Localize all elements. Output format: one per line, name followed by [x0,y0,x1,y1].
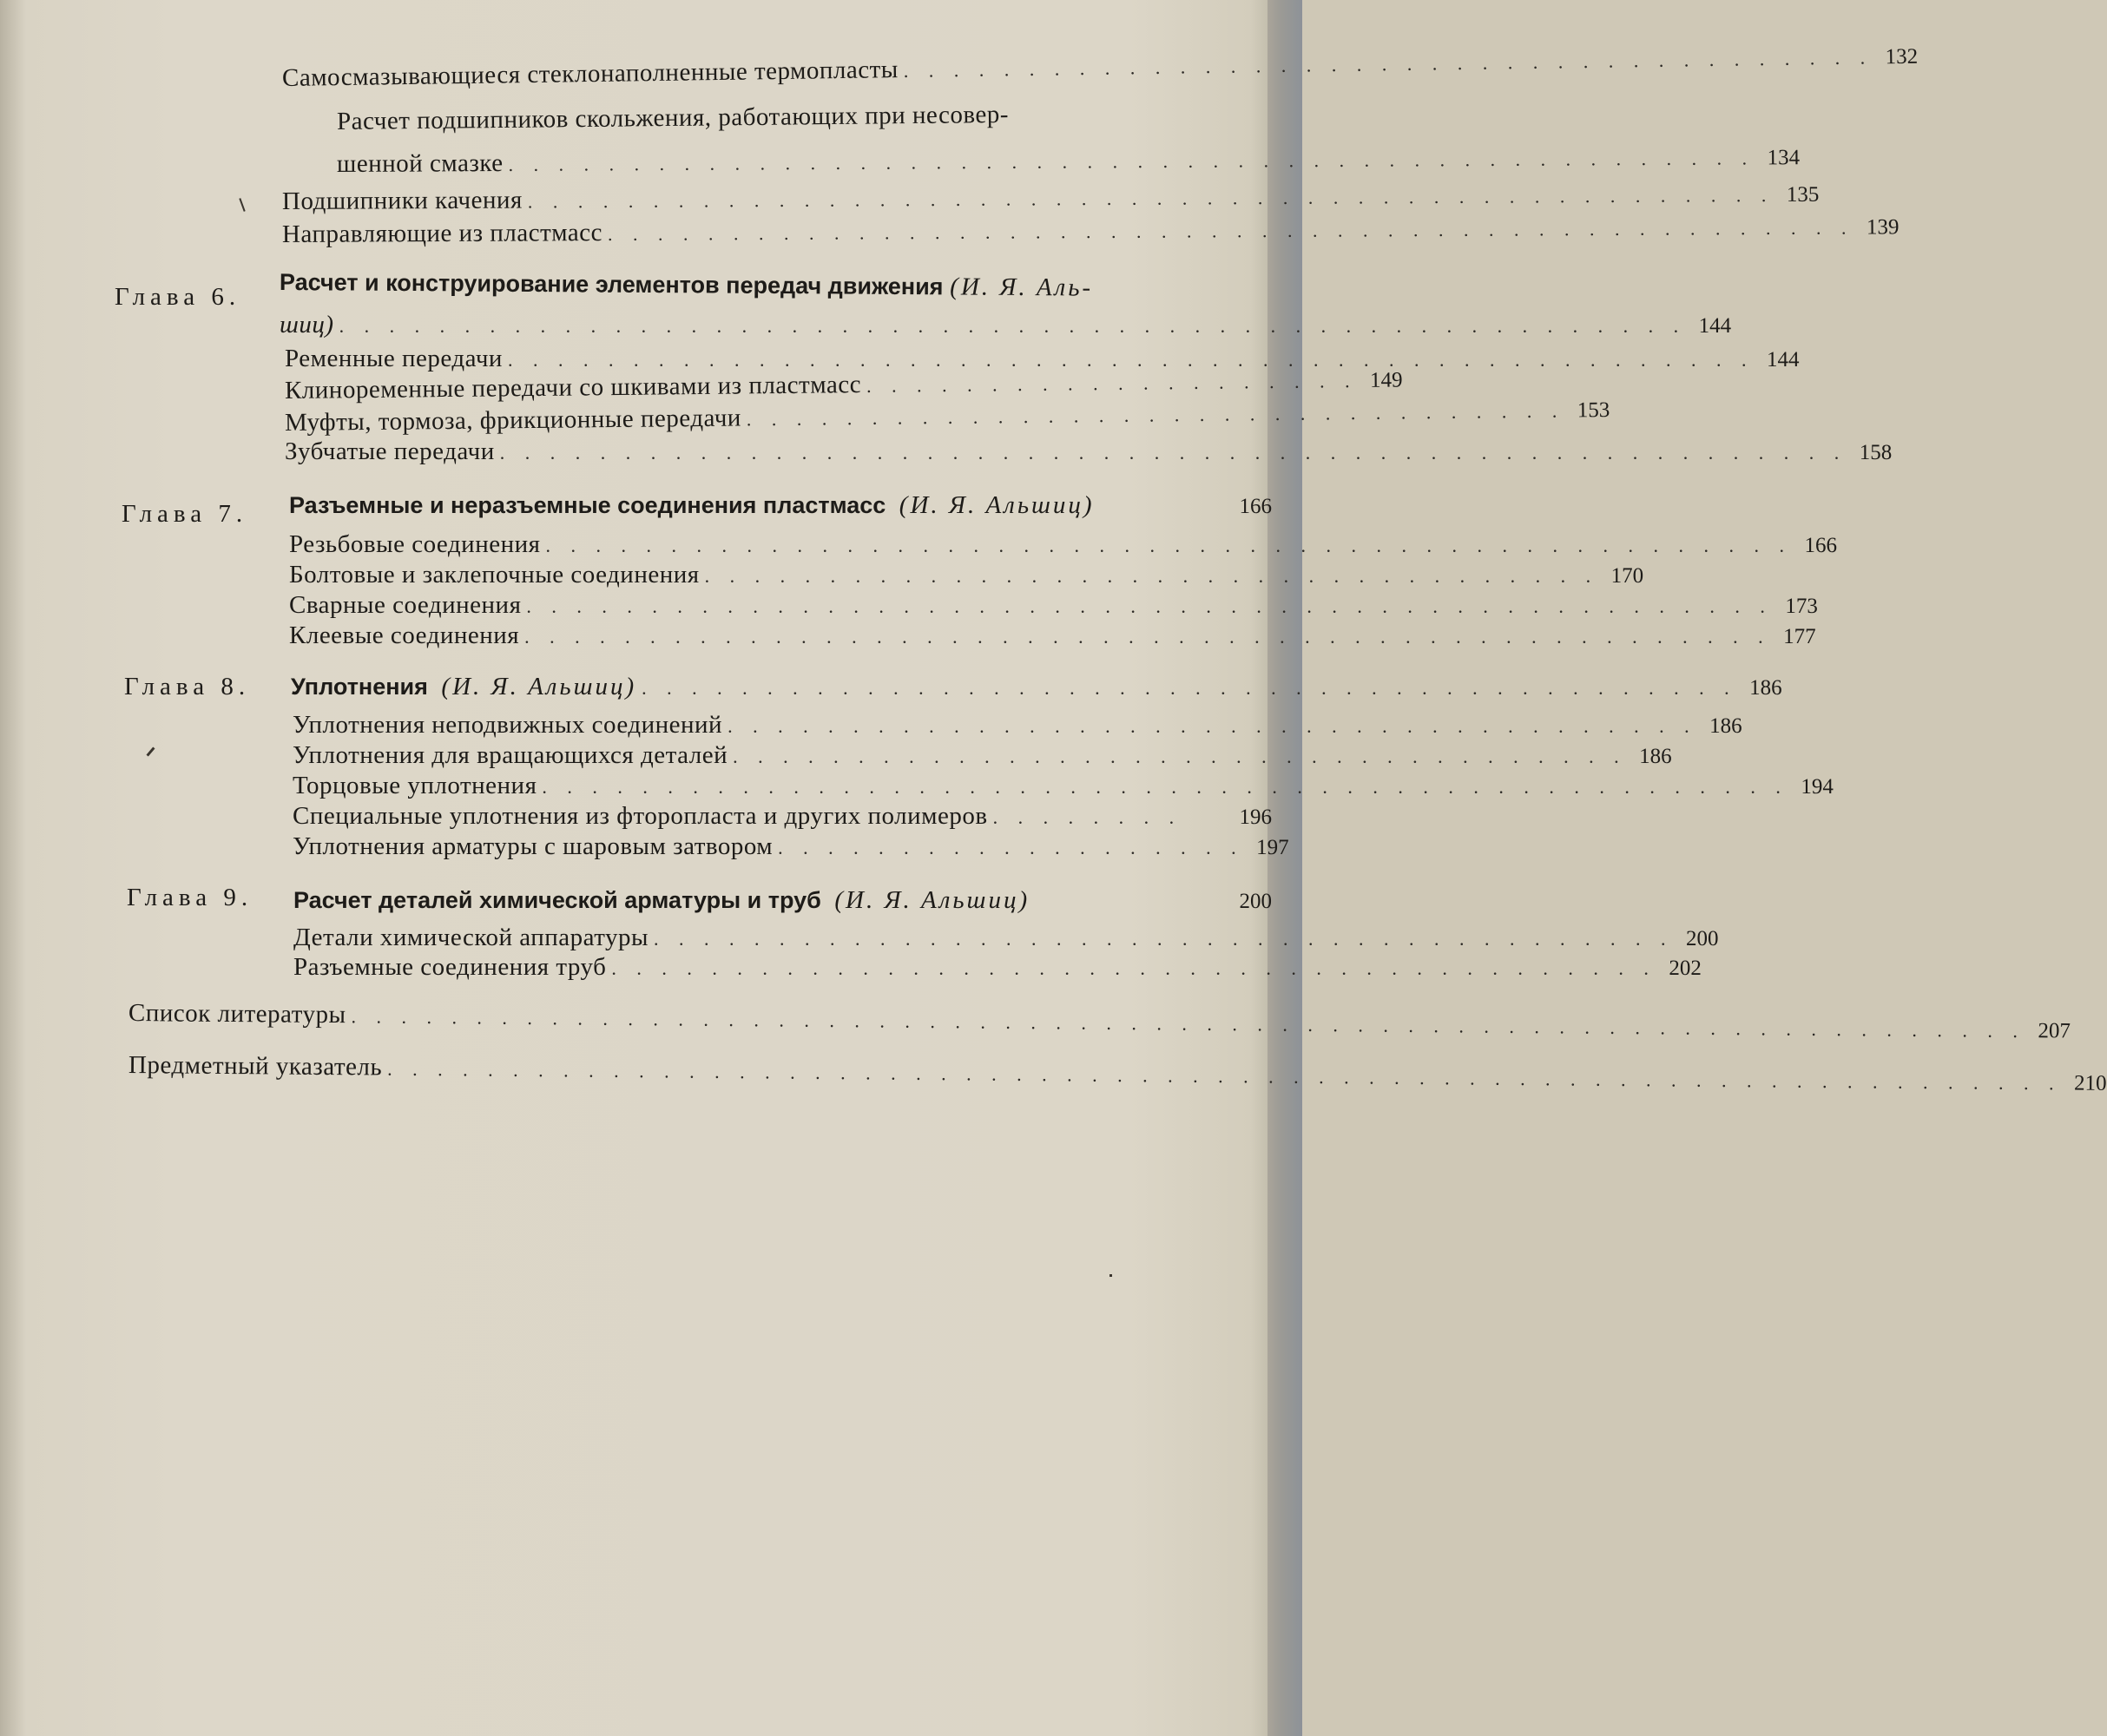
leader-dots: . . . . . . . . . . . . . . . . . . . . . . . . . . . . . . . . . . . . . . . . . . . . . . . . . . . . . . . . . . . . . . . . . . . [387,1057,2062,1095]
toc-entry-title: Ременные передачи [285,345,503,372]
leader-dots: . . . . . . . . . . . . . . . . . . . . . . . . . . . . . . . . . . . . . . . [728,715,1697,737]
toc-entry-title: Клиноременные передачи со шкивами из пластмасс [284,371,862,404]
toc-entry-page: 166 [1804,534,1837,557]
leader-dots: . . . . . . . . . . . . . . . . . . . . . . . . . . . . . . . . . . . . . . . . . . . . . . . . . . [526,595,1773,617]
leader-dots: . . . . . . . . . . . . . . . . . . . . . . . . . . . . . . . . . . . . . . . . . . . . . . . . . . . . . . . . . . . . . . . . . . . [351,1005,2026,1042]
chapter-heading [293,885,1272,915]
toc-entry [289,590,1818,620]
toc-entry [293,771,1834,800]
chapter-heading [289,490,1272,520]
page-edge [1267,0,1302,1736]
chapter-page: 144 [1698,314,1732,338]
print-speck [239,198,245,212]
toc-entry-title-cont: шенной смазке [336,148,504,178]
leader-dots: . . . . . . . . . . . . . . . . . . . . . . . . . . . . . . . . . . . . . . . . . . [611,957,1656,979]
leader-dots: . . . . . . . . . . . . . . . . . . . . . . . . . . . . . . . . . . . . . . . . . . . . . . . . . . [607,216,1854,246]
toc-entry-page: 134 [1767,146,1801,170]
chapter-heading [280,267,1093,303]
toc-entry [293,952,1702,982]
toc-entry-page: 194 [1801,775,1834,799]
toc-entry-title: Торцовые уплотнения [293,772,537,799]
toc-entry-page: 170 [1610,564,1644,588]
leader-dots: . . . . . . . . . . . . . . . . . . . . . . . . . . . . . . . . . . . . . . . . . . . . . . . . . . [507,349,1755,371]
toc-entry-title: Резьбовые соединения [289,530,541,558]
toc-entry-title: Разъемные соединения труб [293,953,607,981]
leader-dots: . . . . . . . . . . . . . . . . . . . . . . . . . . . . . . . . . [746,399,1565,431]
leader-dots: . . . . . . . . . . . . . . . . . . . . . . . . . . . . . . . . . . . . . . . . . [654,928,1674,950]
leader-dots: . . . . . . . . . . . . . . . . . . . [778,837,1244,858]
toc-entry [128,1050,2107,1095]
toc-entry-page: 144 [1766,348,1800,372]
leader-dots: . . . . . . . . [992,806,1182,828]
chapter-page: 200 [1239,890,1272,913]
leader-dots: . . . . . . . . . . . . . . . . . . . . . . . . . . . . . . . . . . . . . . . . . . . . . . . . . . . . . . [499,442,1847,464]
toc-entry [285,437,1893,466]
toc-entry [293,832,1289,861]
chapter-heading-text [289,490,1095,520]
leader-dots: . . . . . . . . . . . . . . . . . . . . . . . . . . . . . . . . . . . . . . . . . . . . . . . . . . [527,184,1774,213]
toc-entry [289,560,1644,589]
toc-entry-page: 135 [1786,182,1820,207]
leader-dots: . . . . . . . . . . . . . . . . . . . . . . . . . . . . . . . . . . . . . . . . . . . . [642,677,1737,699]
leader-dots: . . . . . . . . . . . . . . . . . . . . . . . . . . . . . . . . . . . . [733,746,1627,767]
chapter-heading-text [293,885,1030,915]
toc-entry-title: Сварные соединения [289,591,522,619]
leader-dots: . . . . . . . . . . . . . . . . . . . . [866,370,1358,397]
chapter-title: Разъемные и неразъемные соединения пластмасс [289,492,886,518]
toc-entry [289,529,1837,559]
toc-entry-page: 196 [1239,806,1272,829]
toc-entry-title: Подшипники качения [281,186,523,215]
toc-entry [336,144,1801,179]
toc-entry-title: Направляющие из пластмасс [281,219,603,248]
toc-entry-page: 186 [1709,714,1742,738]
toc-entry-page: 197 [1256,836,1289,859]
chapter-heading-cont [280,310,1732,339]
chapter-author: (И. Я. Альшиц) [899,491,1095,519]
toc-entry [289,621,1816,650]
toc-entry-page: 158 [1859,441,1893,464]
toc-entry-title: Уплотнения арматуры с шаровым затвором [293,832,774,860]
toc-entry-page: 202 [1669,957,1702,980]
leader-dots: . . . . . . . . . . . . . . . . . . . . . . . . . . . . . . . . . . . . [704,565,1599,587]
toc-entry [293,801,1272,831]
toc-entry [293,923,1719,952]
toc-entry [293,710,1742,740]
toc-entry-page: 207 [2038,1019,2071,1043]
leader-dots: . . . . . . . . . . . . . . . . . . . . . . . . . . . . . . . . . . . . . . . . . . . . . . . . . . [542,776,1788,798]
leader-dots: . . . . . . . . . . . . . . . . . . . . . . . . . . . . . . . . . . . . . . . [903,46,1873,82]
chapter-label: Глава 7. [122,500,248,528]
toc-entry-title: Самосмазывающиеся стеклонаполненные термопласты [281,56,899,92]
chapter-page: 166 [1239,495,1272,518]
toc-entry-page: 200 [1686,927,1719,950]
chapter-label: Глава 8. [124,673,251,700]
chapter-heading-text [291,672,636,701]
chapter-author: (И. Я. Аль- [950,273,1094,302]
chapter-title: Расчет и конструирование элементов передач движения [279,269,944,300]
chapter-title: Уплотнения [291,674,428,700]
toc-entry-page: 149 [1369,368,1403,392]
toc-entry-page: 139 [1866,215,1900,240]
toc-entry [281,181,1820,216]
toc-entry-page: 132 [1885,44,1919,69]
toc-entry-page: 177 [1783,625,1816,648]
toc-entry-title: Список литературы [128,999,346,1029]
toc-entry-title: Предметный указатель [128,1051,383,1082]
leader-dots: . . . . . . . . . . . . . . . . . . . . . . . . . . . . . . . . . . . . . . . . . . . . . . . . . . [524,626,1771,648]
chapter-label: Глава 9. [127,884,253,911]
leader-dots: . . . . . . . . . . . . . . . . . . . . . . . . . . . . . . . . . . . . . . . . . . . . . . . . . . [508,147,1755,175]
toc-entry [281,214,1900,249]
toc-entry-title: Болтовые и заклепочные соединения [289,561,700,589]
toc-entry-title: Специальные уплотнения из фторопласта и других полимеров [293,802,988,830]
toc-entry-title: Зубчатые передачи [285,437,495,465]
print-speck [146,746,155,756]
toc-entry-page: 173 [1785,595,1818,618]
toc-entry [293,740,1672,770]
toc-entry-page: 153 [1577,398,1610,423]
print-speck [1109,1274,1112,1277]
leader-dots: . . . . . . . . . . . . . . . . . . . . . . . . . . . . . . . . . . . . . . . . . . . . . . . . . . . . . . [339,315,1687,337]
toc-entry-page: 186 [1639,745,1672,768]
toc-entry-title: Клеевые соединения [289,621,520,649]
chapter-page: 186 [1749,676,1782,700]
toc-entry [281,44,1919,93]
toc-entry-title: Муфты, тормоза, фрикционные передачи [284,404,741,437]
chapter-author-cont: шиц) [280,311,334,339]
leader-dots: . . . . . . . . . . . . . . . . . . . . . . . . . . . . . . . . . . . . . . . . . . . . . . . . . . [545,535,1792,556]
chapter-heading [291,672,1782,701]
toc-entry-title: Детали химической аппаратуры [293,924,649,951]
chapter-author: (И. Я. Альшиц) [441,673,637,700]
toc-entry-page: 210 [2073,1071,2107,1095]
toc-entry [128,998,2071,1043]
chapter-author: (И. Я. Альшиц) [834,886,1030,914]
toc-entry-title: Уплотнения неподвижных соединений [293,711,723,739]
chapter-title: Расчет деталей химической арматуры и труб [293,887,821,913]
toc-entry-title: Уплотнения для вращающихся деталей [293,741,728,769]
chapter-label: Глава 6. [115,283,241,311]
toc-entry-title: Расчет подшипников скольжения, работающих при несовер- [336,100,1010,135]
